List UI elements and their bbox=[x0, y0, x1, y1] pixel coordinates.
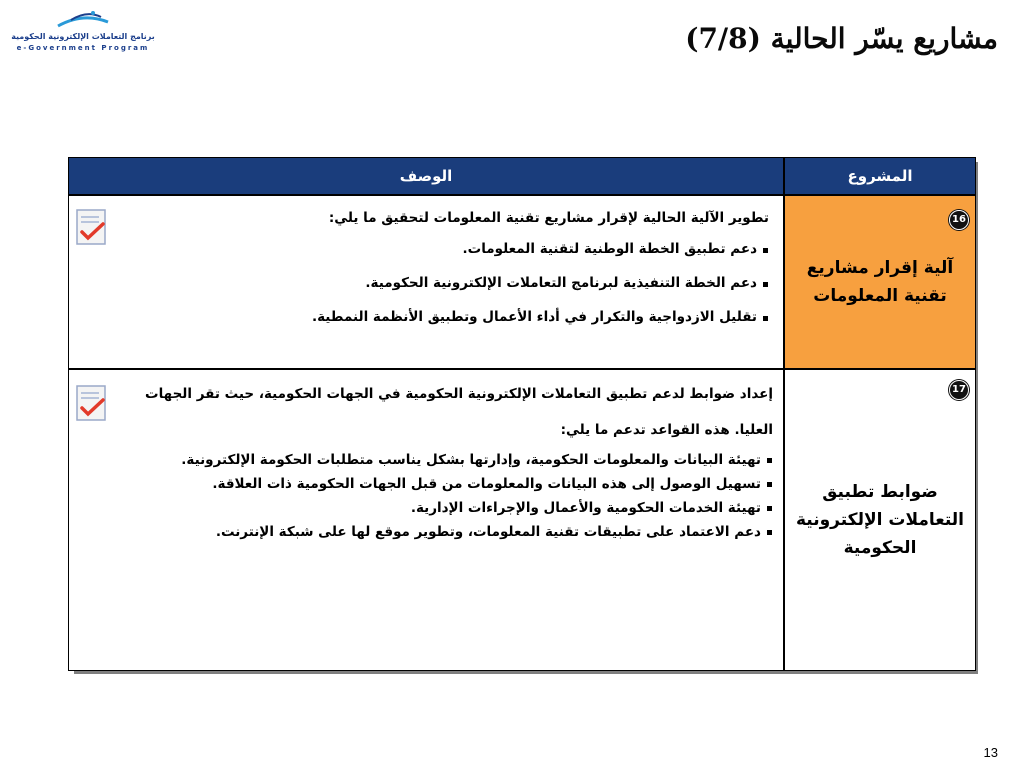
project-number-badge: 16 bbox=[949, 210, 969, 230]
page-title: مشاريع يسّر الحالية (7/8) bbox=[685, 22, 998, 55]
checklist-icon bbox=[75, 384, 109, 424]
row2-bullet: تسهيل الوصول إلى هذه البيانات والمعلومات من قبل الجهات الحكومية ذات العلاقة. bbox=[113, 472, 773, 496]
row2-description-cell bbox=[68, 369, 784, 671]
row2-bullet: تهيئة البيانات والمعلومات الحكومية، وإدارتها بشكل يناسب متطلبات الحكومة الإلكترونية. bbox=[113, 448, 773, 472]
logo-swoosh-icon bbox=[53, 8, 113, 30]
row1-bullet: دعم الخطة التنفيذية لبرنامج التعاملات الإلكترونية الحكومية. bbox=[129, 272, 769, 294]
header-project: المشروع bbox=[784, 157, 976, 195]
page-number: 13 bbox=[983, 745, 998, 760]
row1-project-name: آلية إقرار مشاريع تقنية المعلومات bbox=[806, 258, 954, 306]
row2-project-name: ضوابط تطبيق التعاملات الإلكترونية الحكومية bbox=[795, 482, 965, 558]
row2-project-cell bbox=[784, 369, 976, 671]
logo-arabic-text: برنامج التعاملات الإلكترونية الحكومية bbox=[11, 32, 155, 41]
row2-description bbox=[113, 376, 773, 544]
header-description: الوصف bbox=[68, 157, 784, 195]
project-number-badge: 17 bbox=[949, 380, 969, 400]
row2-bullet: تهيئة الخدمات الحكومية والأعمال والإجراءات الإدارية. bbox=[113, 496, 773, 520]
row1-intro: تطوير الآلية الحالية لإقرار مشاريع تقنية المعلومات لتحقيق ما يلي: bbox=[328, 210, 769, 226]
row1-bullet: دعم تطبيق الخطة الوطنية لتقنية المعلومات. bbox=[129, 238, 769, 260]
checklist-icon bbox=[75, 208, 109, 248]
row2-intro: إعداد ضوابط لدعم تطبيق التعاملات الإلكترونية الحكومية في الجهات الحكومية، حيث تقر الجهات العليا. هذه القواعد تدعم ما يلي: bbox=[145, 386, 773, 438]
logo-english-text: e-Government Program bbox=[16, 44, 150, 52]
row1-description-cell bbox=[68, 195, 784, 369]
row2-bullet: دعم الاعتماد على تطبيقات تقنية المعلومات، وتطوير موقع لها على شبكة الإنترنت. bbox=[113, 520, 773, 544]
row1-bullet: تقليل الازدواجية والتكرار في أداء الأعمال وتطبيق الأنظمة النمطية. bbox=[129, 306, 769, 328]
row1-description bbox=[129, 206, 769, 340]
egov-logo bbox=[8, 6, 158, 56]
row1-project-cell bbox=[784, 195, 976, 369]
